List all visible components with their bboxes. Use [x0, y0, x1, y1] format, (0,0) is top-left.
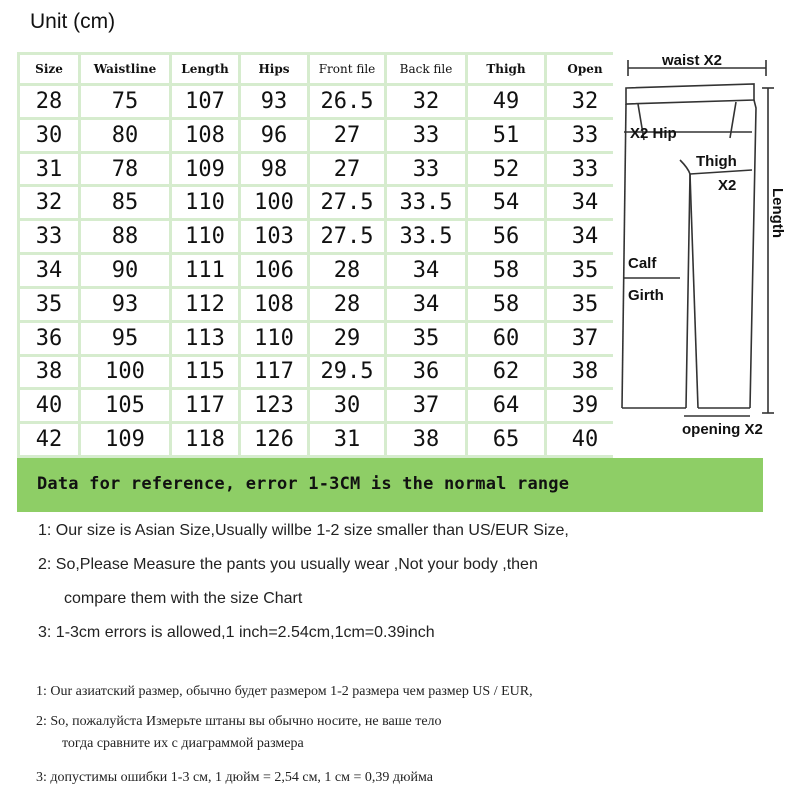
table-cell: 103: [241, 221, 307, 252]
header-size: Size: [20, 55, 78, 83]
table-cell: 33: [387, 154, 465, 185]
table-cell: 40: [20, 390, 78, 421]
table-cell: 31: [20, 154, 78, 185]
note-ru-3: 3: допустимы ошибки 1-3 см, 1 дюйм = 2,54 см, 1 см = 0,39 дюйма: [36, 770, 433, 785]
table-cell: 29: [310, 323, 384, 354]
size-table: [17, 52, 626, 458]
table-cell: 60: [468, 323, 544, 354]
table-cell: 109: [172, 154, 238, 185]
table-cell: 33.5: [387, 221, 465, 252]
table-cell: 28: [310, 289, 384, 320]
table-cell: 98: [241, 154, 307, 185]
diagram-label-length: Length: [769, 188, 786, 238]
table-row: [20, 255, 623, 286]
table-cell: 107: [172, 86, 238, 117]
table-cell: 35: [20, 289, 78, 320]
notes-russian: [36, 682, 786, 792]
table-cell: 110: [172, 221, 238, 252]
table-cell: 27.5: [310, 187, 384, 218]
table-cell: 117: [241, 357, 307, 388]
table-cell: 36: [20, 323, 78, 354]
table-cell: 38: [20, 357, 78, 388]
table-row: [20, 424, 623, 455]
table-cell: 115: [172, 357, 238, 388]
table-cell: 38: [547, 357, 623, 388]
unit-label: Unit (cm): [30, 10, 116, 33]
table-cell: 35: [387, 323, 465, 354]
table-cell: 49: [468, 86, 544, 117]
diagram-label-waist: waist X2: [662, 52, 723, 69]
table-cell: 26.5: [310, 86, 384, 117]
header-hips: Hips: [241, 55, 307, 83]
pants-outline-right: [750, 100, 756, 408]
note-2-continued: compare them with the size Chart: [64, 590, 303, 607]
table-cell: 40: [547, 424, 623, 455]
table-cell: 32: [547, 86, 623, 117]
note-3: 3: 1-3cm errors is allowed,1 inch=2.54cm,1cm=0.39inch: [38, 624, 435, 641]
table-cell: 78: [81, 154, 169, 185]
table-cell: 27: [310, 154, 384, 185]
table-cell: 62: [468, 357, 544, 388]
note-1: 1: Our size is Asian Size,Usually willbe 1-2 size smaller than US/EUR Size,: [38, 522, 569, 539]
note-2: 2: So,Please Measure the pants you usually wear ,Not your body ,then: [38, 556, 538, 573]
inner-seam-left: [680, 160, 690, 408]
table-cell: 34: [20, 255, 78, 286]
table-cell: 54: [468, 187, 544, 218]
table-cell: 27: [310, 120, 384, 151]
table-cell: 36: [387, 357, 465, 388]
table-cell: 126: [241, 424, 307, 455]
table-row: [20, 323, 623, 354]
table-cell: 110: [241, 323, 307, 354]
diagram-label-calf: Calf: [628, 255, 657, 272]
table-cell: 32: [20, 187, 78, 218]
table-cell: 29.5: [310, 357, 384, 388]
table-cell: 30: [310, 390, 384, 421]
table-row: [20, 221, 623, 252]
table-cell: 108: [172, 120, 238, 151]
table-cell: 32: [387, 86, 465, 117]
notes-english: [38, 520, 778, 656]
table-cell: 39: [547, 390, 623, 421]
table-cell: 123: [241, 390, 307, 421]
table-row: [20, 154, 623, 185]
table-cell: 80: [81, 120, 169, 151]
header-open: Open: [547, 55, 623, 83]
table-cell: 58: [468, 289, 544, 320]
table-row: [20, 357, 623, 388]
table-row: [20, 120, 623, 151]
pants-outline-left: [622, 104, 626, 408]
table-cell: 31: [310, 424, 384, 455]
table-cell: 113: [172, 323, 238, 354]
table-cell: 27.5: [310, 221, 384, 252]
table-cell: 30: [20, 120, 78, 151]
table-row: [20, 390, 623, 421]
note-ru-2: 2: So, пожалуйста Измерьте штаны вы обычно носите, не ваше тело: [36, 714, 442, 729]
pants-measurement-diagram: [618, 48, 790, 448]
table-cell: 93: [241, 86, 307, 117]
table-cell: 106: [241, 255, 307, 286]
table-cell: 85: [81, 187, 169, 218]
diagram-label-girth: Girth: [628, 287, 664, 304]
banner-text: Data for reference, error 1-3CM is the normal range: [37, 474, 570, 494]
table-cell: 100: [241, 187, 307, 218]
table-cell: 64: [468, 390, 544, 421]
table-cell: 35: [547, 255, 623, 286]
table-cell: 28: [20, 86, 78, 117]
diagram-label-thigh: Thigh: [696, 153, 737, 170]
table-cell: 111: [172, 255, 238, 286]
table-cell: 33: [547, 120, 623, 151]
table-cell: 33: [387, 120, 465, 151]
header-waistline: Waistline: [81, 55, 169, 83]
table-body: [20, 86, 623, 455]
table-cell: 96: [241, 120, 307, 151]
table-cell: 95: [81, 323, 169, 354]
table-cell: 34: [547, 221, 623, 252]
table-cell: 112: [172, 289, 238, 320]
table-row: [20, 187, 623, 218]
table-cell: 35: [547, 289, 623, 320]
table-cell: 33: [547, 154, 623, 185]
table-cell: 34: [387, 289, 465, 320]
table-cell: 52: [468, 154, 544, 185]
header-thigh: Thigh: [468, 55, 544, 83]
table-cell: 65: [468, 424, 544, 455]
table-row: [20, 86, 623, 117]
table-cell: 88: [81, 221, 169, 252]
table-cell: 109: [81, 424, 169, 455]
table-cell: 34: [387, 255, 465, 286]
table-cell: 108: [241, 289, 307, 320]
diagram-label-thigh-x2: X2: [718, 177, 737, 194]
table-cell: 110: [172, 187, 238, 218]
header-length: Length: [172, 55, 238, 83]
note-ru-2-continued: тогда сравните их с диаграммой размера: [62, 736, 304, 751]
reference-banner: [17, 458, 763, 512]
table-cell: 75: [81, 86, 169, 117]
table-cell: 42: [20, 424, 78, 455]
table-cell: 37: [547, 323, 623, 354]
diagram-label-hip: X2 Hip: [630, 125, 677, 142]
size-chart: [17, 52, 613, 458]
table-cell: 117: [172, 390, 238, 421]
header-back-file: Back file: [387, 55, 465, 83]
table-cell: 33: [20, 221, 78, 252]
diagram-label-opening: opening X2: [682, 421, 763, 438]
table-cell: 100: [81, 357, 169, 388]
note-ru-1: 1: Our азиатский размер, обычно будет размером 1-2 размера чем размер US / EUR,: [36, 684, 533, 699]
waistband: [626, 84, 754, 104]
table-cell: 28: [310, 255, 384, 286]
table-cell: 33.5: [387, 187, 465, 218]
table-cell: 37: [387, 390, 465, 421]
table-cell: 118: [172, 424, 238, 455]
header-row: [20, 55, 623, 83]
table-cell: 51: [468, 120, 544, 151]
table-cell: 34: [547, 187, 623, 218]
table-cell: 56: [468, 221, 544, 252]
header-front-file: Front file: [310, 55, 384, 83]
table-cell: 58: [468, 255, 544, 286]
table-cell: 93: [81, 289, 169, 320]
table-cell: 105: [81, 390, 169, 421]
table-cell: 38: [387, 424, 465, 455]
table-cell: 90: [81, 255, 169, 286]
table-row: [20, 289, 623, 320]
